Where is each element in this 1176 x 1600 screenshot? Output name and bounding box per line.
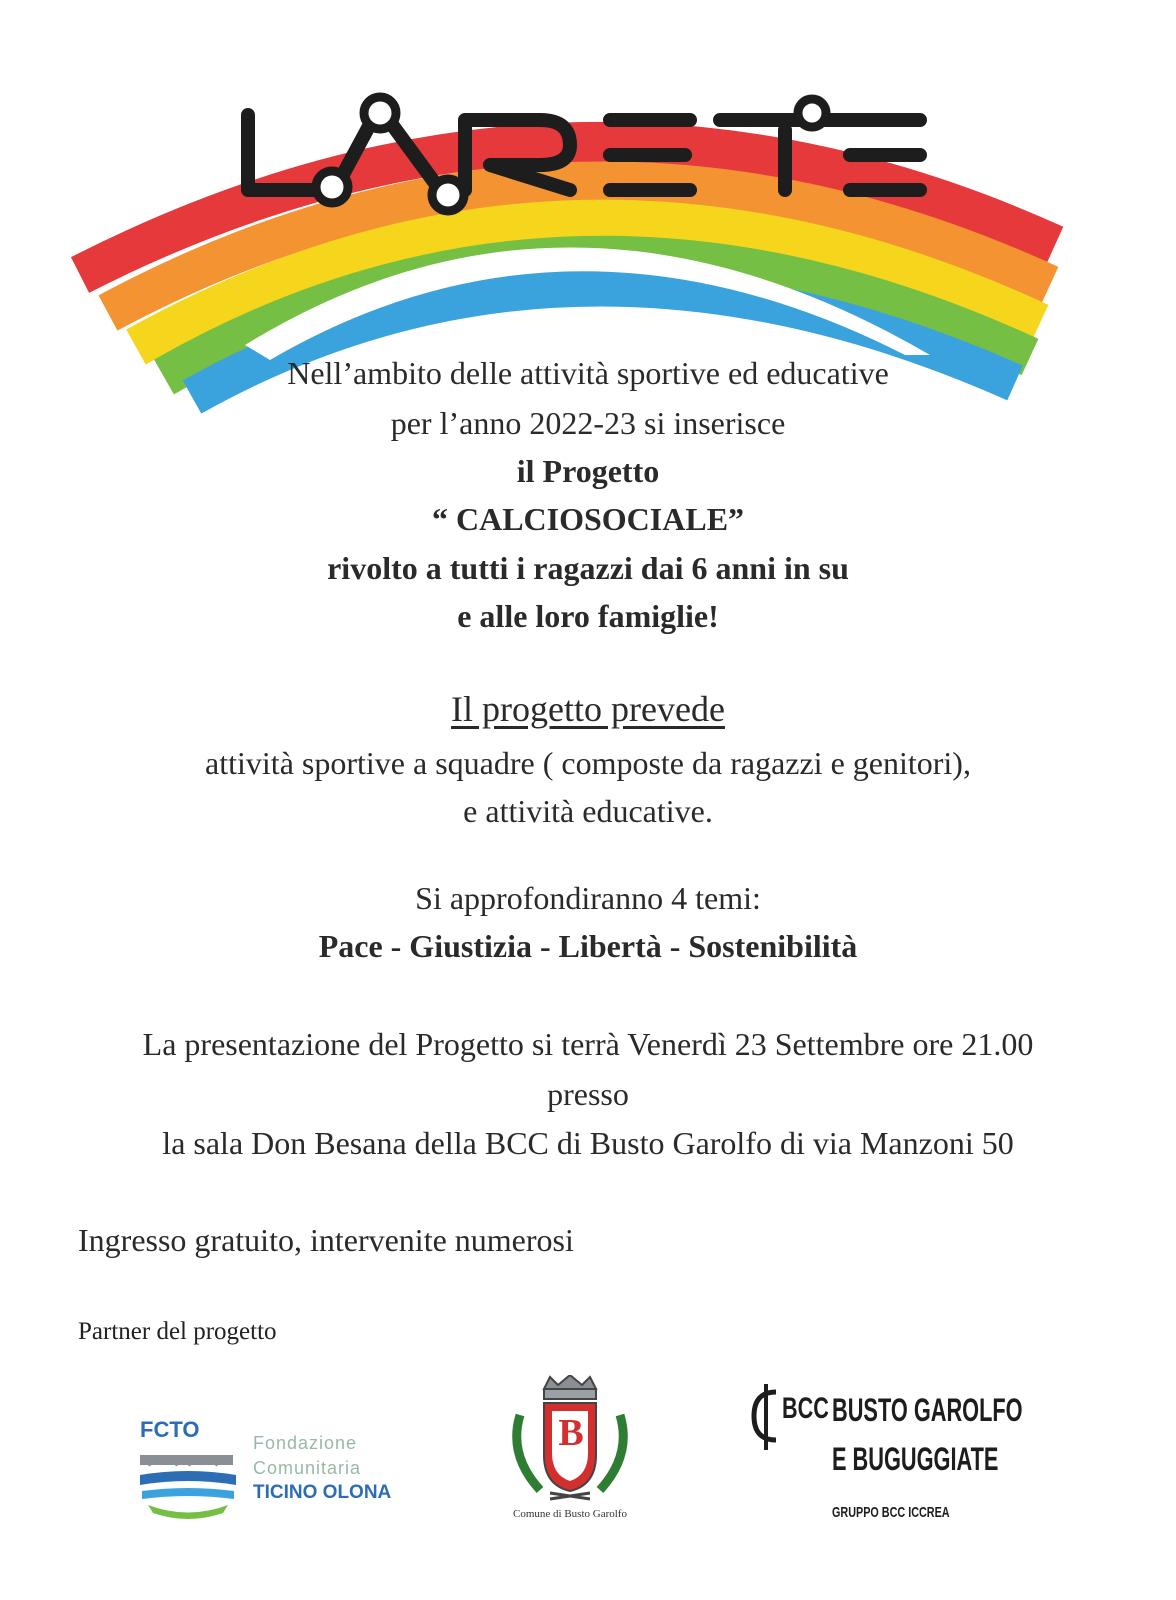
partners-label: Partner del progetto — [78, 1318, 277, 1345]
bcc-abbr: BCC — [782, 1392, 829, 1425]
intro-line-6: e alle loro famiglie! — [457, 598, 719, 634]
presentation-line-2: presso — [547, 1076, 629, 1112]
comune-coat-of-arms — [500, 1375, 640, 1525]
fcto-name-2: Comunitaria — [253, 1458, 362, 1478]
project-line-1: attività sportive a squadre ( composte da ragazzi e genitori), — [205, 745, 971, 781]
comune-caption: Comune di Busto Garolfo — [513, 1508, 627, 1520]
project-name: “ CALCIOSOCIALE” — [431, 501, 745, 537]
intro-line-3: il Progetto — [516, 453, 660, 489]
presentation-line-3: la sala Don Besana della BCC di Busto Garolfo di via Manzoni 50 — [162, 1125, 1014, 1161]
bcc-logo — [750, 1378, 1023, 1528]
fcto-name-1: Fondazione — [253, 1433, 358, 1453]
fcto-logo — [138, 1415, 428, 1525]
bridge-icon — [138, 1445, 238, 1520]
bcc-name-2: E BUGUGGIATE — [832, 1441, 999, 1477]
fcto-name-3: TICINO OLONA — [253, 1482, 392, 1503]
bcc-group: GRUPPO BCC ICCREA — [832, 1504, 950, 1521]
project-heading: Il progetto prevede — [451, 689, 725, 729]
entry-note: Ingresso gratuito, intervenite numerosi — [78, 1222, 574, 1258]
fcto-acronym: FCTO — [140, 1417, 200, 1442]
coat-letter: B — [558, 1412, 584, 1454]
presentation-line-1: La presentazione del Progetto si terrà Venerdì 23 Settembre ore 21.00 — [142, 1026, 1034, 1062]
bcc-symbol-icon — [750, 1382, 782, 1452]
intro-line-5: rivolto a tutti i ragazzi dai 6 anni in su — [327, 550, 849, 586]
intro-line-1: Nell’ambito delle attività sportive ed educative — [287, 355, 889, 391]
project-line-2: e attività educative. — [463, 793, 713, 829]
intro-line-2: per l’anno 2022-23 si inserisce — [390, 405, 786, 441]
bcc-name-1: BUSTO GAROLFO — [832, 1392, 1023, 1428]
themes-intro: Si approfondiranno 4 temi: — [415, 880, 761, 916]
themes-list: Pace - Giustizia - Libertà - Sostenibilità — [318, 928, 858, 964]
